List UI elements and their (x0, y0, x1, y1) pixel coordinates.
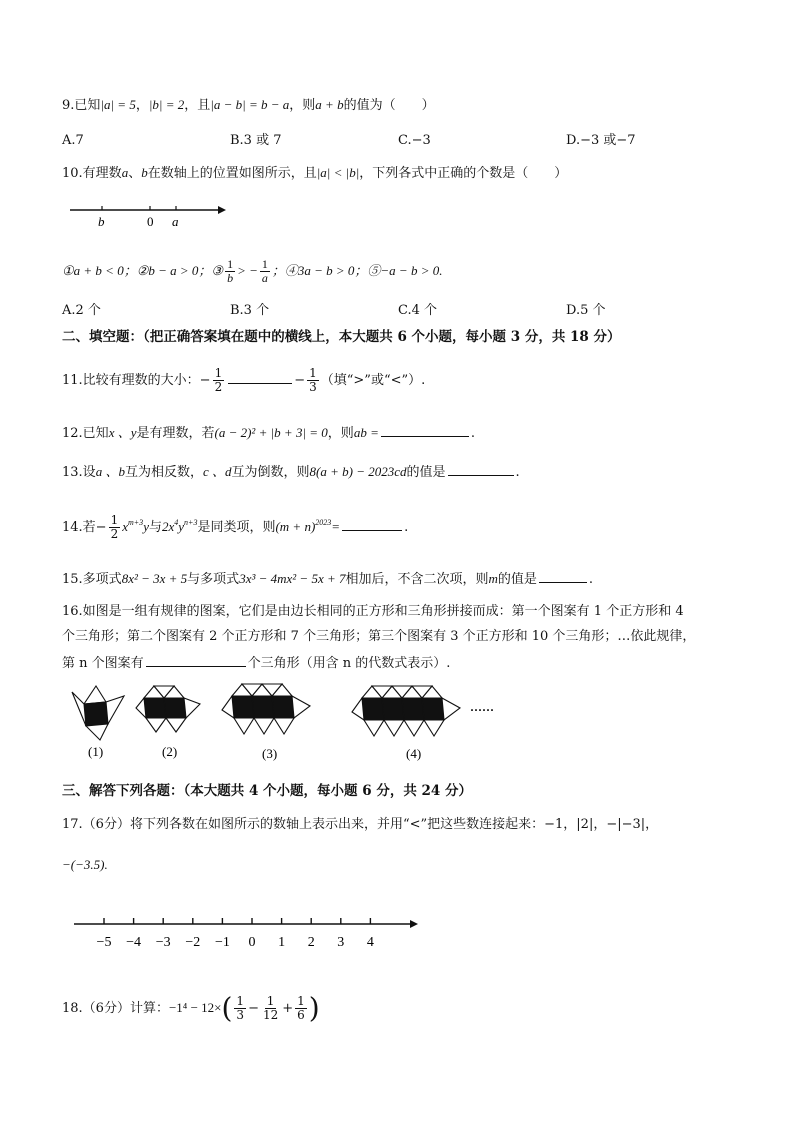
q13-vars-cd: c 、d (202, 464, 232, 479)
q10-label-a: a (172, 214, 179, 229)
question-11 (62, 366, 425, 396)
q17-tick-label: 0 (248, 935, 256, 950)
question-16-line-2: 个三角形；第二个图案有 2 个正方形和 7 个三角形；第三个图案有 3 个正方形和 10 个三角形；…依此规律， (62, 629, 696, 644)
pattern-2 (136, 686, 200, 732)
question-13 (62, 463, 520, 482)
q14-expression: (m + n) (275, 519, 316, 534)
q11-frac-1-2 (213, 367, 225, 394)
q10-option-d[interactable]: D.5 个 (566, 303, 606, 318)
p4-left (352, 698, 364, 720)
question-16-line-1: 16.如图是一组有规律的图案，它们是由边长相同的正方形和三角形拼接而成：第一个图案有 1 个正方形和 4 (62, 604, 684, 619)
q14-equals: = (331, 519, 341, 534)
question-17-line-2: −(−3.5). (62, 857, 108, 872)
p2-bottom-2 (166, 718, 186, 732)
question-18 (62, 988, 320, 1029)
pattern-3 (222, 684, 310, 734)
q13-period: . (515, 465, 520, 480)
q13-mid2: 互为倒数，则 (231, 465, 310, 480)
question-12 (62, 424, 475, 443)
q18-left-paren: ( (221, 991, 233, 1025)
q10-suffix: ，下列各式中正确的个数是（ ） (359, 166, 568, 181)
q14-term1-x: x (122, 519, 128, 534)
p3-square-1 (232, 696, 254, 718)
q16-continuation-dots: ······ (470, 703, 495, 717)
p2-square-2 (164, 698, 186, 718)
q14-term1-exp: m+3 (128, 518, 144, 527)
q14-end: . (404, 520, 409, 535)
question-9-stem: 9.已知|a| = 5，|b| = 2，且|a − b| = b − a，则a + b的值为（ ） (62, 97, 435, 113)
q10-frac-1-over-a (260, 258, 270, 285)
q16-label-4: (4) (406, 746, 422, 761)
q15-var-m: m (488, 571, 498, 586)
frac-den: 12 (262, 1008, 279, 1022)
q16-label-3: (3) (262, 746, 278, 761)
q15-answer-blank[interactable] (539, 570, 587, 583)
p3-left (222, 696, 234, 718)
pattern-1-left-triangle (72, 692, 86, 726)
q12-vars: x 、y (108, 425, 137, 440)
q14-prefix: 14.若− (62, 520, 107, 535)
q12-then: ，则 (327, 426, 354, 441)
q11-prefix: 11.比较有理数的大小：− (62, 373, 211, 388)
q16-line3-post: 个三角形（用含 n 的代数式表示）. (247, 656, 451, 671)
q14-term2-x: 2x (161, 519, 175, 534)
p3-right (292, 696, 310, 718)
q9-cond-1: |a| = 5 (100, 97, 136, 112)
q10-prefix: 10.有理数 (62, 166, 122, 181)
frac-den: a (261, 271, 268, 285)
q17-tick-label: 4 (366, 935, 374, 950)
frac-num: 1 (266, 994, 275, 1008)
q12-expression: (a − 2)² + |b + 3| = 0 (214, 425, 328, 440)
pattern-1-square (84, 702, 108, 726)
p4-bottom-3 (404, 720, 424, 736)
q12-end: . (470, 426, 475, 441)
question-15 (62, 570, 593, 589)
p4-square-4 (422, 698, 444, 720)
q11-frac-1-3 (307, 367, 319, 394)
p3-bottom-3 (274, 718, 294, 734)
q10-mid: 在数轴上的位置如图所示，且 (147, 166, 317, 181)
q9-cond-2: |b| = 2 (148, 97, 185, 112)
p2-bottom-1 (146, 718, 166, 732)
p2-square-1 (144, 698, 166, 718)
frac-den: 3 (309, 380, 317, 394)
frac-den: 6 (297, 1008, 305, 1022)
q16-pattern-figure (66, 682, 536, 768)
frac-num: 1 (110, 513, 119, 527)
q17-ticks (97, 918, 374, 950)
frac-num: 1 (227, 257, 234, 271)
q17-tick-label: −1 (214, 935, 230, 950)
q12-ab: ab = (353, 425, 379, 440)
q9-then: 则 (302, 98, 316, 113)
q10-label-b: b (98, 214, 105, 229)
p4-right (442, 698, 460, 720)
p4-bottom-2 (384, 720, 404, 736)
q17-number-line[interactable] (70, 908, 430, 952)
p4-bottom-1 (364, 720, 384, 736)
q10-stmt-4-5: ；④3a − b > 0；⑤−a − b > 0. (271, 263, 443, 278)
q16-label-2: (2) (162, 744, 178, 759)
q10-axis-arrow (218, 206, 226, 214)
q17-tick-label: −5 (96, 935, 112, 950)
question-14 (62, 512, 408, 543)
p2-left (136, 698, 146, 718)
p2-right (184, 698, 200, 718)
q18-plus: + (282, 1001, 294, 1016)
q10-sep: 、 (128, 166, 142, 181)
q17-tick-label: −2 (185, 935, 201, 950)
frac-num: 1 (214, 366, 223, 380)
q17-tick-label: 1 (278, 935, 286, 950)
q15-mid: 与多项式 (187, 572, 240, 587)
frac-num: 1 (236, 994, 245, 1008)
q18-frac-1-3 (234, 995, 246, 1022)
frac-num: 1 (309, 366, 317, 380)
q14-term1-y: y (143, 519, 149, 534)
q14-term2-y: y (178, 519, 185, 534)
q13-answer-blank[interactable] (448, 463, 514, 476)
q18-prefix: 18.（6分）计算： (62, 1001, 169, 1016)
q12-prefix: 12.已知 (62, 426, 109, 441)
q10-option-c[interactable]: C.4 个 (398, 303, 438, 318)
q16-label-1: (1) (88, 744, 104, 759)
q9-ask-suffix: 的值为（ ） (343, 98, 435, 113)
pattern-4 (352, 686, 460, 736)
p4-square-1 (362, 698, 384, 720)
q14-mid: 是同类项，则 (197, 520, 276, 535)
q15-mid2: 相加后，不含二次项，则 (345, 572, 489, 587)
pattern-1-bottom-triangle (86, 724, 108, 740)
q18-frac-1-6 (295, 995, 307, 1022)
q17-tick-label: −3 (155, 935, 171, 950)
q14-frac-1-2 (109, 514, 121, 541)
q14-and: 与 (148, 520, 162, 535)
q14-answer-blank[interactable] (342, 518, 402, 531)
frac-den: b (227, 271, 234, 285)
q10-number-line (66, 200, 236, 232)
pattern-1-right-triangle (106, 696, 124, 724)
q16-line3-pre: 第 n 个图案有 (62, 656, 144, 671)
q10-stmt-1-3: ①a + b < 0；②b − a > 0；③ (62, 263, 224, 278)
q17-tick-label: 3 (337, 935, 345, 950)
q9-option-a[interactable]: A.7 (62, 133, 84, 148)
q13-mid1: 互为相反数， (124, 465, 203, 480)
frac-den: 2 (110, 527, 119, 541)
q9-option-c[interactable]: C.−3 (398, 133, 431, 148)
q10-gt-minus: > − (237, 263, 258, 278)
question-16-line-3 (62, 654, 450, 673)
q13-expression: 8(a + b) − 2023cd (309, 464, 407, 479)
q18-expression: −1⁴ − 12× (168, 1000, 222, 1015)
section-3-heading: 三、解答下列各题：（本大题共 4 个小题，每小题 6 分，共 24 分） (62, 783, 473, 799)
p4-bottom-4 (424, 720, 444, 736)
q14-term2-yexp: n+3 (184, 518, 198, 527)
q9-cond-3: |a − b| = b − a (210, 97, 290, 112)
q12-mid: 是有理数，若 (136, 426, 215, 441)
q11-answer-blank[interactable] (228, 371, 292, 384)
q18-minus: − (248, 1001, 259, 1016)
p4-square-2 (382, 698, 404, 720)
q9-option-b[interactable]: B.3 或 7 (230, 133, 282, 148)
q9-prefix: 9.已知 (62, 98, 101, 113)
q17-tick-label: 2 (307, 935, 315, 950)
frac-num: 1 (261, 257, 268, 271)
q9-and: 且 (197, 98, 211, 113)
q10-condition: |a| < |b| (316, 165, 360, 180)
q11-suffix: （填“>”或“<”）. (320, 373, 426, 388)
q10-option-a[interactable]: A.2 个 (62, 303, 101, 318)
q18-frac-1-12 (261, 995, 280, 1022)
q15-poly-2: 3x³ − 4mx² − 5x + 7 (239, 571, 346, 586)
q13-end: 的值是 (406, 465, 446, 480)
q15-period: . (588, 572, 594, 587)
p3-bottom-1 (234, 718, 254, 734)
q13-vars-ab: a 、b (95, 464, 125, 479)
p3-square-2 (252, 696, 274, 718)
pattern-1 (72, 686, 124, 740)
q10-option-b[interactable]: B.3 个 (230, 303, 270, 318)
q16-answer-blank[interactable] (146, 654, 246, 667)
p4-square-3 (402, 698, 424, 720)
q14-term2-xexp: 4 (174, 518, 179, 527)
question-17-line-1: 17.（6分）将下列各数在如图所示的数轴上表示出来，并用“<”把这些数连接起来：−1，|2|，−|−3|， (62, 817, 659, 832)
pattern-1-top-triangle (84, 686, 106, 704)
q17-tick-label: −4 (126, 935, 142, 950)
q13-prefix: 13.设 (62, 465, 96, 480)
frac-den: 3 (236, 1008, 245, 1022)
q10-var-a: a (121, 165, 129, 180)
section-2-heading: 二、填空题：（把正确答案填在题中的横线上，本大题共 6 个小题，每小题 3 分，共 18 分） (62, 329, 621, 345)
q14-expression-exp: 2023 (315, 518, 332, 527)
q10-label-zero: 0 (147, 214, 154, 229)
frac-num: 1 (297, 994, 305, 1008)
q15-poly-1: 8x² − 3x + 5 (121, 571, 188, 586)
p3-bottom-2 (254, 718, 274, 734)
q12-answer-blank[interactable] (381, 424, 469, 437)
q15-end: 的值是 (497, 572, 537, 587)
q15-prefix: 15.多项式 (62, 572, 122, 587)
q10-frac-1-over-b (225, 258, 235, 285)
frac-den: 2 (214, 380, 223, 394)
q18-right-paren: ) (308, 991, 320, 1025)
q9-ask-expr: a + b (315, 97, 344, 112)
q10-var-b: b (141, 165, 148, 180)
p3-square-3 (272, 696, 294, 718)
q17-axis-arrow (410, 920, 418, 928)
q11-minus: − (294, 373, 306, 388)
question-10-stem (62, 164, 567, 183)
q10-statements (62, 256, 442, 287)
q9-option-d[interactable]: D.−3 或−7 (566, 133, 636, 148)
